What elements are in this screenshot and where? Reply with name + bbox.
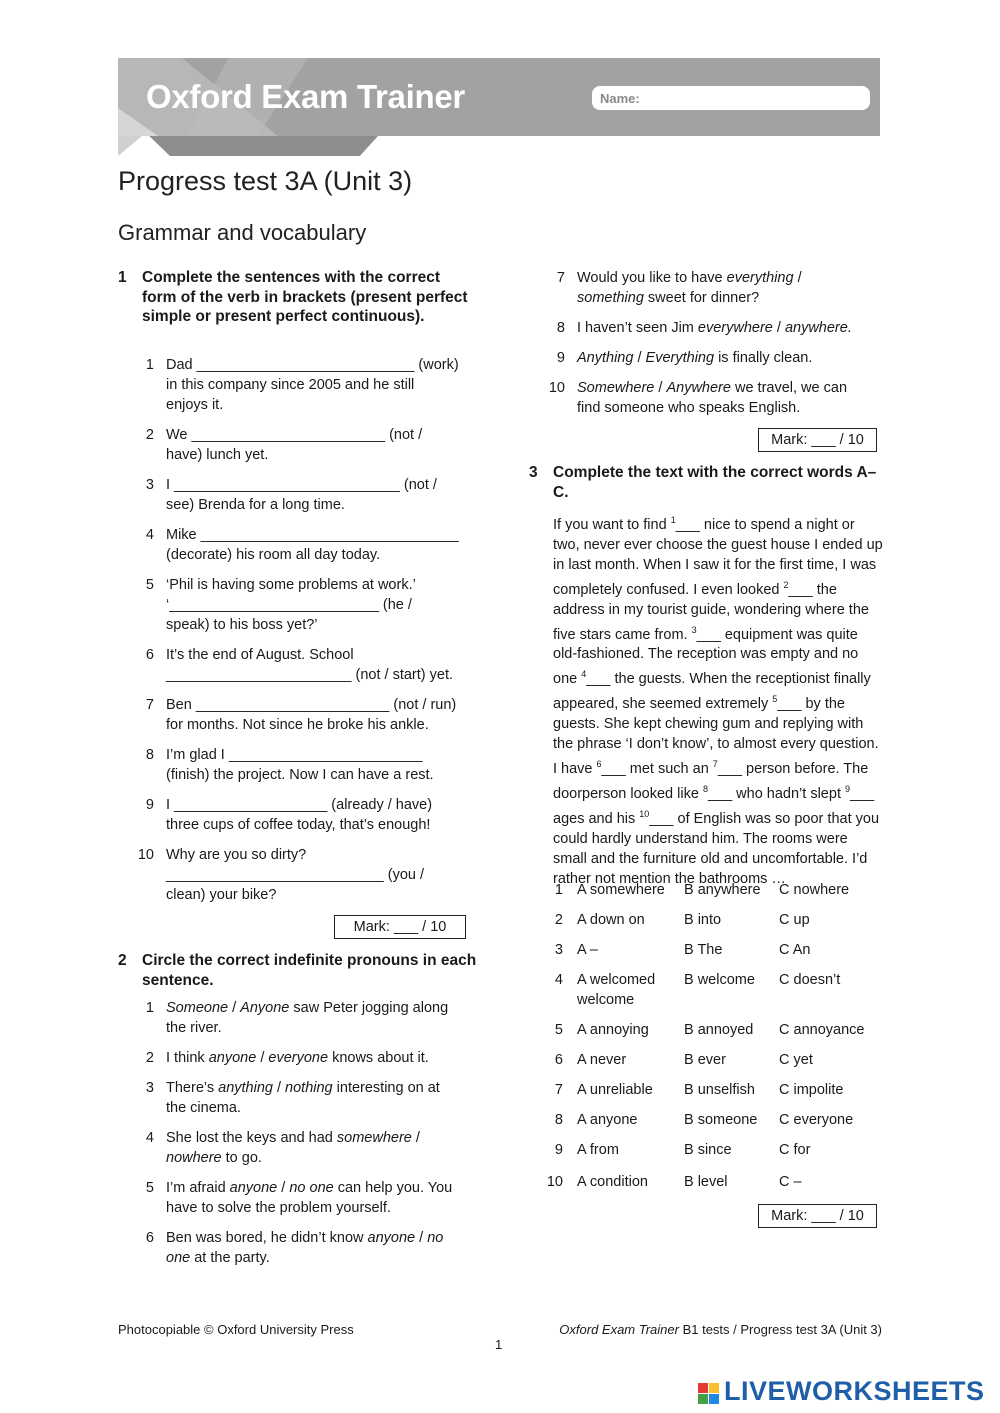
option-b: B annoyed bbox=[684, 1022, 754, 1038]
pronoun-option: everything bbox=[726, 270, 794, 286]
item-text: We ________________________ (not / have) lunch yet. bbox=[166, 427, 423, 463]
gap-number: 4 bbox=[581, 669, 587, 680]
item-text: Anything / Everything is finally clean. bbox=[577, 350, 813, 366]
option-b: B someone bbox=[684, 1112, 758, 1128]
option-c: C for bbox=[779, 1142, 811, 1158]
item-number: 6 bbox=[145, 1230, 154, 1246]
item-number: 9 bbox=[556, 350, 565, 366]
option-a: A – bbox=[577, 942, 598, 958]
exercise-instruction: Complete the text with the correct words A–C. bbox=[553, 464, 877, 501]
pronoun-option: Anywhere bbox=[666, 380, 731, 396]
item-number: 5 bbox=[145, 1180, 154, 1196]
item-text: Mike ________________________________ (decorate) his room all day today. bbox=[166, 527, 459, 563]
option-number: 2 bbox=[554, 912, 563, 928]
liveworksheets-watermark: LIVEWORKSHEETS bbox=[724, 1376, 985, 1406]
option-a: A annoying bbox=[577, 1022, 649, 1038]
item-text: There’s anything / nothing interesting on at the cinema. bbox=[166, 1080, 440, 1116]
item-number: 3 bbox=[145, 477, 154, 493]
item-text: Somewhere / Anywhere we travel, we can find someone who speaks English. bbox=[577, 380, 848, 416]
pronoun-option: anyone bbox=[367, 1230, 416, 1246]
option-a: A from bbox=[577, 1142, 619, 1158]
footer-test-name: B1 tests / Progress test 3A (Unit 3) bbox=[678, 1322, 882, 1337]
item-text: I ____________________________ (not / see) Brenda for a long time. bbox=[166, 477, 437, 513]
item-text: Someone / Anyone saw Peter jogging along the river. bbox=[166, 1000, 449, 1036]
item-text: I’m glad I ________________________ (finish) the project. Now I can have a rest. bbox=[166, 747, 434, 783]
pronoun-option: everyone bbox=[268, 1050, 329, 1066]
option-a: A never bbox=[577, 1052, 627, 1068]
option-a: A welcomed welcome bbox=[577, 972, 656, 1008]
header-banner bbox=[118, 58, 880, 136]
option-number: 8 bbox=[554, 1112, 563, 1128]
gap-number: 6 bbox=[596, 759, 602, 770]
liveworksheets-logo-icon bbox=[698, 1383, 720, 1405]
item-number: 7 bbox=[556, 270, 565, 286]
pronoun-option: Someone bbox=[166, 1000, 229, 1016]
exercise-instruction: Complete the sentences with the correct form of the verb in brackets (present perfect simple or present perfect continuous). bbox=[142, 269, 468, 325]
option-c: C impolite bbox=[779, 1082, 844, 1098]
name-label: Name: bbox=[600, 91, 640, 106]
exercise-number: 2 bbox=[118, 952, 127, 969]
option-c: C annoyance bbox=[779, 1022, 865, 1038]
option-row bbox=[543, 970, 883, 1010]
item-number: 3 bbox=[145, 1080, 154, 1096]
exercise-1-heading bbox=[118, 268, 478, 348]
footer-copyright: Photocopiable © Oxford University Press bbox=[118, 1322, 354, 1337]
gap-number: 8 bbox=[702, 783, 708, 794]
brand-title: Oxford Exam Trainer bbox=[146, 78, 465, 115]
item-text: Would you like to have everything / something sweet for dinner? bbox=[577, 270, 802, 306]
option-b: B unselfish bbox=[684, 1082, 755, 1098]
option-number: 5 bbox=[554, 1022, 563, 1038]
gap-number: 9 bbox=[845, 783, 851, 794]
item-text: Why are you so dirty? ___________________________ (you / clean) your bike? bbox=[166, 847, 425, 903]
pronoun-option: somewhere bbox=[336, 1130, 412, 1146]
item-text: She lost the keys and had somewhere / nowhere to go. bbox=[166, 1130, 420, 1166]
exercise-1-mark-box: Mark: ___ / 10 bbox=[334, 915, 466, 939]
option-number: 9 bbox=[554, 1142, 563, 1158]
banner-tail bbox=[118, 136, 378, 156]
item-text: I ___________________ (already / have) three cups of coffee today, that’s enough! bbox=[166, 797, 433, 833]
item-text: Ben ________________________ (not / run) for months. Not since he broke his ankle. bbox=[166, 697, 457, 733]
option-a: A anyone bbox=[577, 1112, 638, 1128]
item-number: 10 bbox=[548, 380, 565, 396]
item-number: 1 bbox=[145, 1000, 154, 1016]
item-number: 7 bbox=[145, 697, 154, 713]
item-number: 8 bbox=[145, 747, 154, 763]
item-text: ‘Phil is having some problems at work.’ ‘__________________________ (he / speak) to his boss yet?’ bbox=[166, 577, 416, 633]
page-title: Progress test 3A (Unit 3) bbox=[118, 166, 413, 196]
pronoun-option: Somewhere bbox=[577, 380, 655, 396]
option-number: 4 bbox=[554, 972, 563, 988]
page-number: 1 bbox=[495, 1337, 503, 1352]
option-c: C nowhere bbox=[779, 882, 850, 898]
name-field[interactable] bbox=[592, 86, 870, 110]
pronoun-option: nothing bbox=[285, 1080, 333, 1096]
pronoun-option: Anyone bbox=[240, 1000, 290, 1016]
section-title: Grammar and vocabulary bbox=[118, 220, 367, 245]
gap-number: 7 bbox=[712, 759, 718, 770]
pronoun-option: anywhere. bbox=[784, 320, 852, 336]
option-c: C – bbox=[779, 1174, 802, 1190]
exercise-2-mark-box: Mark: ___ / 10 bbox=[758, 428, 877, 452]
pronoun-option: anyone bbox=[229, 1180, 278, 1196]
pronoun-option: nowhere bbox=[166, 1150, 222, 1166]
pronoun-option: anyone bbox=[208, 1050, 257, 1066]
option-c: C yet bbox=[779, 1052, 813, 1068]
option-number: 7 bbox=[554, 1082, 563, 1098]
item-text: It’s the end of August. School _______________________ (not / start) yet. bbox=[166, 647, 454, 683]
option-b: B into bbox=[684, 912, 722, 928]
option-a: A condition bbox=[577, 1174, 648, 1190]
exercise-3-mark-box: Mark: ___ / 10 bbox=[758, 1204, 877, 1228]
option-a: A unreliable bbox=[577, 1082, 653, 1098]
exercise-number: 3 bbox=[529, 464, 538, 481]
gap-number: 2 bbox=[783, 579, 789, 590]
item-text: I think anyone / everyone knows about it. bbox=[166, 1050, 429, 1066]
exercise-3-text: If you want to find $^1$___ nice to spend a night or two, never ever choose the guest house I ended up in last month. When I saw it for the first time, I was completely confused. I even looked $^2$___ the address in my tourist guide, wondering where the five stars came from. $^3$___ equipment was quite old-fashioned. The reception was empty and no one $^4$___ the guests. When the receptionist finally appeared, she seemed extremely $^5$___ by the guests. She kept chewing gum and replying with the phrase ‘I don’t know’, to almost every question. I have $^6$___ met such an $^7$___ person before. The doorperson looked like $^8$___ who hadn’t slept $^9$___ ages and his $^{10}$___ of English was so poor that you could hardly understand him. The rooms were small and the furniture old and uncomfortable. I’d rather not mention the bathrooms … bbox=[553, 515, 883, 887]
item-number: 2 bbox=[145, 427, 154, 443]
item-number: 8 bbox=[556, 320, 565, 336]
option-number: 10 bbox=[546, 1174, 563, 1190]
item-number: 5 bbox=[145, 577, 154, 593]
option-c: C up bbox=[779, 912, 810, 928]
item-number: 1 bbox=[145, 357, 154, 373]
option-c: C An bbox=[779, 942, 811, 958]
exercise-3-heading bbox=[529, 463, 889, 503]
item-text: I haven’t seen Jim everywhere / anywhere. bbox=[577, 320, 852, 336]
pronoun-option: anything bbox=[218, 1080, 273, 1096]
option-b: B welcome bbox=[684, 972, 755, 988]
option-a: A down on bbox=[577, 912, 645, 928]
gap-number: 10 bbox=[639, 808, 650, 819]
item-number: 2 bbox=[145, 1050, 154, 1066]
pronoun-option: everywhere bbox=[697, 320, 773, 336]
item-number: 6 bbox=[145, 647, 154, 663]
gap-number: 3 bbox=[691, 624, 697, 635]
item-number: 4 bbox=[145, 527, 154, 543]
footer-test-info bbox=[559, 1322, 882, 1337]
pronoun-option: Anything bbox=[577, 350, 634, 366]
exercise-instruction: Circle the correct indefinite pronouns in each sentence. bbox=[142, 952, 477, 989]
pronoun-option: no bbox=[427, 1230, 444, 1246]
option-b: B since bbox=[684, 1142, 732, 1158]
option-b: B ever bbox=[684, 1052, 726, 1068]
pronoun-option: no one bbox=[289, 1180, 334, 1196]
item-text: Dad ___________________________ (work) in this company since 2005 and he still enjoys it. bbox=[166, 357, 459, 413]
item-text: I’m afraid anyone / no one can help you. You have to solve the problem yourself. bbox=[166, 1180, 453, 1216]
item-number: 9 bbox=[145, 797, 154, 813]
item-number: 10 bbox=[137, 847, 154, 863]
option-number: 3 bbox=[554, 942, 563, 958]
gap-number: 1 bbox=[670, 515, 676, 525]
option-c: C everyone bbox=[779, 1112, 854, 1128]
item-text: Ben was bored, he didn’t know anyone / no one at the party. bbox=[166, 1230, 444, 1266]
gap-number: 5 bbox=[772, 694, 778, 705]
pronoun-option: Everything bbox=[645, 350, 715, 366]
pronoun-option: one bbox=[166, 1250, 191, 1266]
option-b: B The bbox=[684, 942, 723, 958]
footer-brand: Oxford Exam Trainer bbox=[559, 1322, 679, 1337]
option-c: C doesn’t bbox=[779, 972, 841, 988]
item-number: 4 bbox=[145, 1130, 154, 1146]
option-b: B anywhere bbox=[684, 882, 761, 898]
option-b: B level bbox=[684, 1174, 728, 1190]
exercise-2-heading bbox=[118, 951, 478, 991]
option-a: A somewhere bbox=[577, 882, 665, 898]
exercise-number: 1 bbox=[118, 269, 127, 286]
option-number: 6 bbox=[554, 1052, 563, 1068]
pronoun-option: something bbox=[577, 290, 644, 306]
option-number: 1 bbox=[554, 882, 563, 898]
